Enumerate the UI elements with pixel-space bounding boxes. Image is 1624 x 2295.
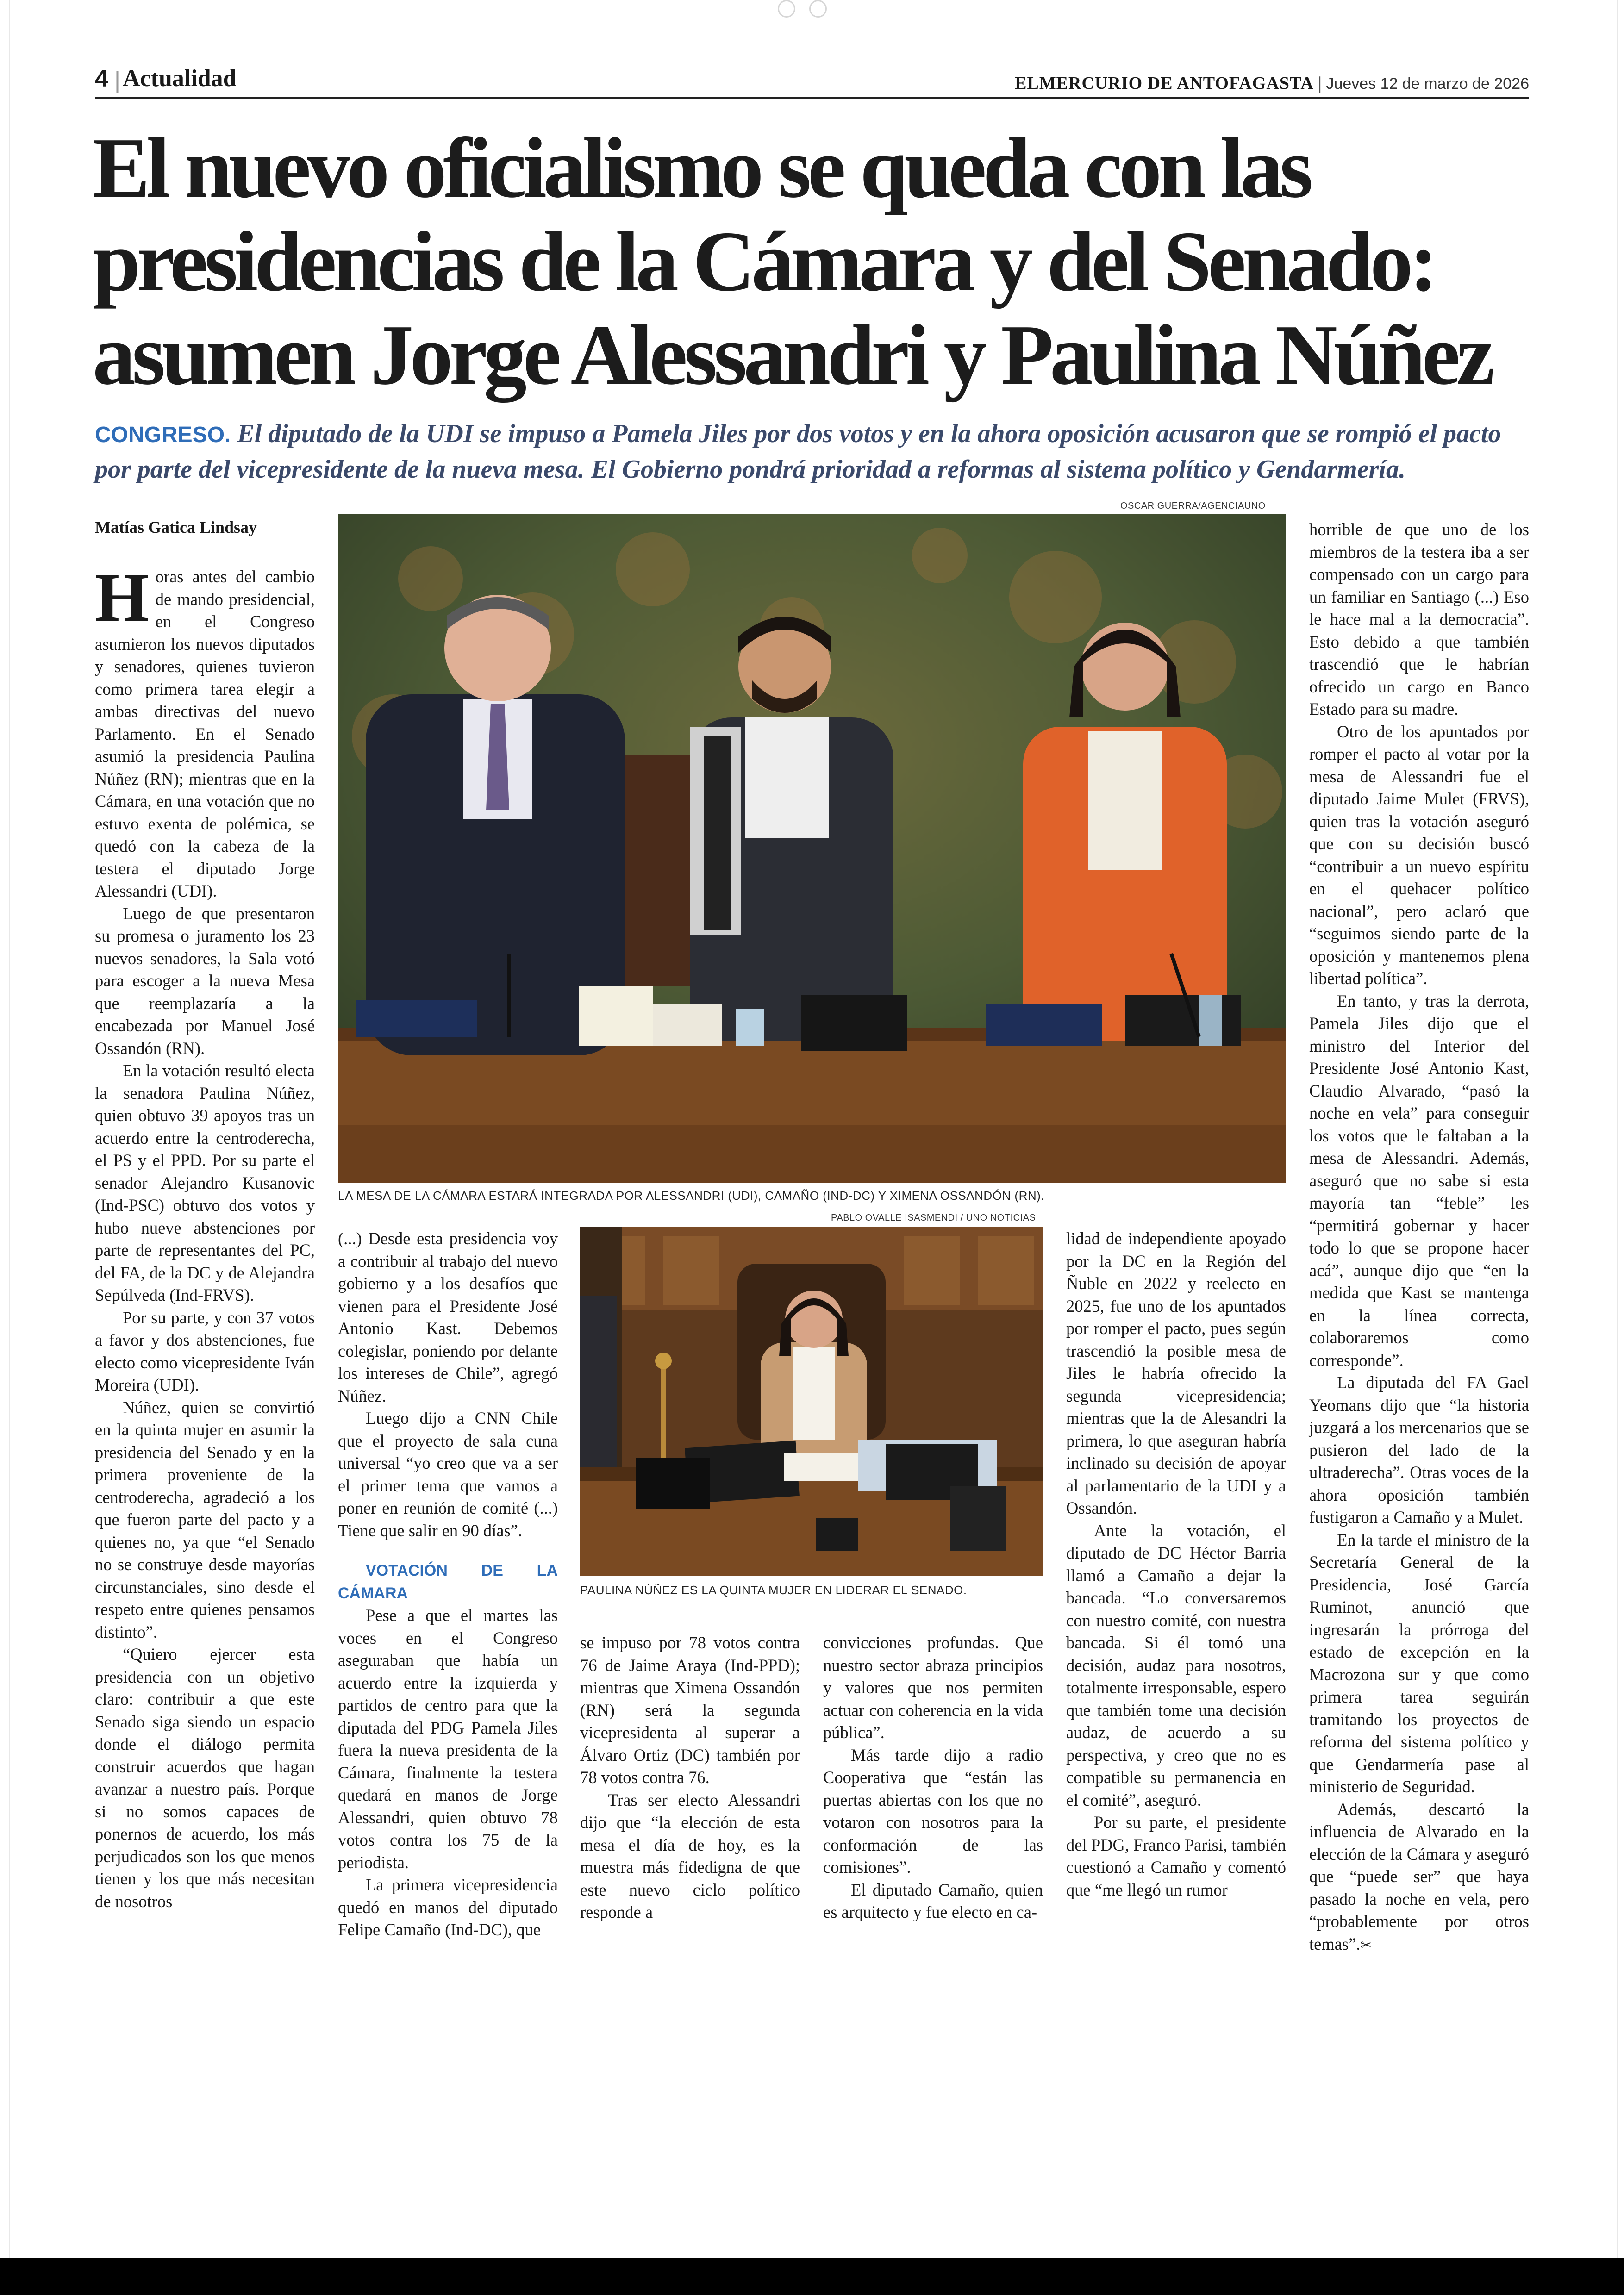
end-mark-icon: ✂ <box>1360 1937 1372 1953</box>
deck-text: El diputado de la UDI se impuso a Pamela Jiles por dos votos y en la ahora oposición acusaron que se rompió el pacto por parte del vicepresidente de la nueva mesa. El Gobierno pondrá prioridad a reformas al sistema político y Gendarmería. <box>95 419 1501 484</box>
paragraph: Por su parte, y con 37 votos a favor y dos abstenciones, fue electo como vicepresidente Iván Moreira (UDI). <box>95 1308 315 1394</box>
column-6 <box>1309 518 1529 1957</box>
paragraph: Tras ser electo Alessandri dijo que “la elección de esta mesa el día de hoy, es la muestra más fidedigna de que este nuevo ciclo político responde a <box>580 1790 800 1921</box>
pager-dots[interactable] <box>778 0 847 19</box>
second-photo-caption: PAULINA NÚÑEZ ES LA QUINTA MUJER EN LIDERAR EL SENADO. <box>580 1583 967 1597</box>
dot-icon[interactable] <box>778 0 795 18</box>
viewer-bottom-bar <box>0 2258 1624 2295</box>
dot-icon[interactable] <box>809 0 827 18</box>
kicker: CONGRESO. <box>95 423 231 447</box>
issue-date: Jueves 12 de marzo de 2026 <box>1326 75 1529 93</box>
column-4 <box>823 1632 1043 1924</box>
paragraph: Ante la votación, el diputado de DC Héctor Barria llamó a Camaño a dejar la bancada. “Lo conversaremos con nuestro comité, con nuestra bancada. Si él tomó una decisión, audaz para nosotros, totalmente irresponsable, espero que también tome una decisión audaz, de acuerdo a su perspectiva, y creo que no es compatible su permanencia en el comité”, aseguró. <box>1066 1521 1286 1809</box>
paragraph: Pese a que el martes las voces en el Congreso aseguraban que había un acuerdo entre la izquierda y partidos de centro para que la diputada del PDG Pamela Jiles fuera la nueva presidenta de la Cámara, finalmente la testera quedará en manos de Jorge Alessandri, quien obtuvo 78 votos contra los 75 de la periodista. <box>338 1606 558 1872</box>
headline: El nuevo oficialismo se queda con las presidencias de la Cámara y del Senado: asumen Jorge Alessandri y Paulina Núñez <box>93 120 1491 403</box>
paragraph: El diputado Camaño, quien es arquitecto y fue electo en ca- <box>823 1880 1043 1921</box>
main-photo[interactable] <box>338 514 1286 1183</box>
column-5 <box>1066 1228 1286 1901</box>
second-photo[interactable] <box>580 1227 1043 1576</box>
paragraph: lidad de independiente apoyado por la DC en la Región del Ñuble en 2022 y reelecto en 2025, fue uno de los apuntados por romper el pacto, pues según trascendió la posible mesa de Jiles le habría ofrecido la segunda vicepresidencia; mientras que la de Alesandri la primera, lo que aseguran habría inclinado su decisión de apoyar al parlamentario de la UDI y a Ossandón. <box>1066 1229 1286 1517</box>
paragraph: Por su parte, el presidente del PDG, Franco Parisi, también cuestionó a Camaño y comentó que “me llegó un rumor <box>1066 1813 1286 1899</box>
page-number: 4 <box>95 65 108 92</box>
paragraph: “Quiero ejercer esta presidencia con un objetivo claro: contribuir a que este Senado siga siendo un espacio donde el diálogo permita construir acuerdos que hagan avanzar a nuestro país. Porque si no somos capaces de ponernos de acuerdo, los más perjudicados son los que menos tienen y los que más necesitan de nosotros <box>95 1645 315 1911</box>
section-name: Actualidad <box>123 65 237 92</box>
paragraph: En tanto, y tras la derrota, Pamela Jiles dijo que el ministro del Interior del Presidente José Antonio Kast, Claudio Alvarado, “pasó la noche en vela” para conseguir los votos que le faltaban a la mesa de Alessandri. Además, aseguró que no sabe si esta mayoría tan “feble” les “permitirá gobernar y hacer todo lo que se propone hacer acá”, aunque dijo que “en la medida que Kast se mantenga en la línea correcta, colaboraremos como corresponde”. <box>1309 991 1529 1370</box>
paragraph: horrible de que uno de los miembros de la testera iba a ser compensado con un cargo para un familiar en Santiago (...) Eso le hace mal a la democracia”. Esto debido a que también trascendió que le habrían ofrecido un cargo en Banco Estado para su madre. <box>1309 520 1529 718</box>
paragraph: Luego de que presentaron su promesa o juramento los 23 nuevos senadores, la Sala votó para escoger a la nueva Mesa que reemplazaría a la encabezada por Manuel José Ossandón (RN). <box>95 904 315 1058</box>
paragraph: Luego dijo a CNN Chile que el proyecto de sala cuna universal “yo creo que va a ser el primer tema que vamos a poner en reunión de comité (...) Tiene que salir en 90 días”. <box>338 1409 558 1540</box>
main-photo-credit: OSCAR GUERRA/AGENCIAUNO <box>1120 501 1266 511</box>
paragraph: La diputada del FA Gael Yeomans dijo que “la historia juzgará a los mercenarios que se pusieron del lado de la ultraderecha”. Otras voces de la ahora oposición también fustigaron a Camaño y a Mulet. <box>1309 1373 1529 1527</box>
column-2 <box>338 1228 558 1941</box>
second-photo-credit: PABLO OVALLE ISASMENDI / UNO NOTICIAS <box>831 1213 1036 1223</box>
chamber-photo-illustration <box>338 514 1286 1183</box>
deck <box>95 417 1535 486</box>
page-header <box>95 65 1529 99</box>
column-1 <box>95 559 315 1913</box>
main-photo-caption: LA MESA DE LA CÁMARA ESTARÁ INTEGRADA POR ALESSANDRI (UDI), CAMAÑO (IND-DC) Y XIMENA OSSANDÓN (RN). <box>338 1189 1045 1203</box>
header-divider: | <box>114 67 120 93</box>
paragraph: se impuso por 78 votos contra 76 de Jaime Araya (Ind-PPD); mientras que Ximena Ossandón (RN) será la segunda vicepresidenta al superar a Álvaro Ortiz (DC) también por 78 votos contra 76. <box>580 1633 800 1787</box>
drop-cap: H <box>95 559 149 636</box>
paragraph: En la votación resultó electa la senadora Paulina Núñez, quien obtuvo 39 apoyos tras un acuerdo entre la centroderecha, el PS y el PPD. Por su parte el senador Alejandro Kusanovic (Ind-PSC) obtuvo dos votos y hubo nueve abstenciones por parte de representantes del PC, del FA, de la DC y de Alejandra Sepúlveda (Ind-FRVS). <box>95 1061 315 1304</box>
senate-photo-illustration <box>580 1227 1043 1576</box>
paragraph: Más tarde dijo a radio Cooperativa que “están las puertas abiertas con los que no votaron con nosotros para la conformación de las comisiones”. <box>823 1745 1043 1877</box>
byline: Matías Gatica Lindsay <box>95 518 257 536</box>
subheading: VOTACIÓN DE LA CÁMARA <box>338 1562 558 1602</box>
paragraph: Además, descartó la influencia de Alvarado en la elección de la Cámara y aseguró que “puede ser” que haya pasado la noche en vela, pero “probablemente por otros temas”.✂ <box>1309 1799 1529 1953</box>
paragraph: Núñez, quien se convirtió en la quinta mujer en asumir la presidencia del Senado y en la primera proveniente de la centroderecha, agradeció a los que fueron parte del pacto y a quienes no, ya que “el Senado no se construye desde mayorías circunstanciales, sino desde el respeto entre quienes pensamos distinto”. <box>95 1397 315 1641</box>
paragraph: En la tarde el ministro de la Secretaría General de la Presidencia, José García Ruminot, anunció que ingresarán la prórroga del estado de excepción en la Macrozona sur y que como primera tarea seguirán tramitando los proyectos de reforma del sistema político y que Gendarmería pase al ministerio de Seguridad. <box>1309 1530 1529 1796</box>
newspaper-name: ELMERCURIO DE ANTOFAGASTA <box>1015 74 1314 93</box>
paragraph: (...) Desde esta presidencia voy a contribuir al trabajo del nuevo gobierno y a los desafíos que vienen para el Presidente José Antonio Kast. Debemos colegislar, poniendo por delante los intereses de Chile”, agregó Núñez. <box>338 1229 558 1405</box>
paragraph: Horas antes del cambio de mando presidencial, en el Congreso asumieron los nuevos diputados y senadores, quienes tuvieron como primera tarea elegir a ambas directivas del nuevo Parlamento. En el Senado asumió la presidencia Paulina Núñez (RN); mientras que en la Cámara, en una votación que no estuvo exenta de polémica, se quedó con la cabeza de la testera el diputado Jorge Alessandri (UDI). <box>95 559 315 900</box>
paragraph: Otro de los apuntados por romper el pacto al votar por la mesa de Alessandri fue el diputado Jaime Mulet (FRVS), quien tras la votación aseguró que con su decisión buscó “contribuir a un nuevo espíritu en el quehacer político nacional”, pero aclaró que “seguimos siendo parte de la oposición y mantenemos plena libertad política”. <box>1309 722 1529 988</box>
paragraph: La primera vicepresidencia quedó en manos del diputado Felipe Camaño (Ind-DC), que <box>338 1875 558 1939</box>
paragraph: convicciones profundas. Que nuestro sector abraza principios y valores que nos permiten actuar con coherencia en la vida pública”. <box>823 1633 1043 1742</box>
newspaper-name-and-date: ELMERCURIO DE ANTOFAGASTA | Jueves 12 de marzo de 2026 <box>1015 74 1529 93</box>
column-3 <box>580 1632 800 1924</box>
